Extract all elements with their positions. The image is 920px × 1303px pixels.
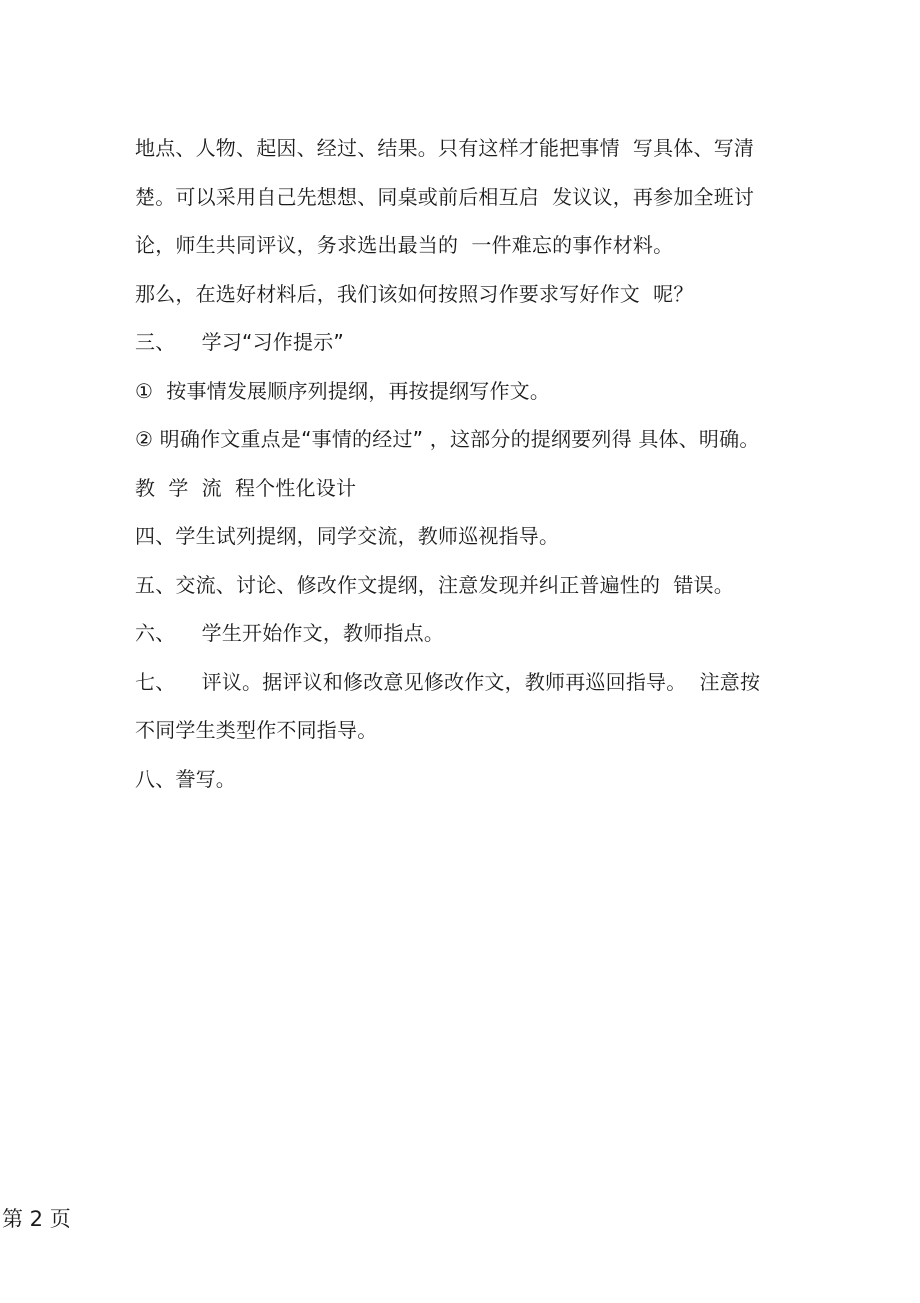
paragraph-line: 不同学生类型作不同指导。 xyxy=(135,718,378,742)
document-body xyxy=(135,124,905,803)
section-line-six: 六、 学生开始作文，教师指点。 xyxy=(135,621,445,645)
paragraph-line: 论，师生共同评议，务求选出最当的 一件难忘的事作材料。 xyxy=(135,233,674,257)
section-heading-three: 三、 学习“习作提示” xyxy=(135,330,344,354)
list-item-one: ① 按事情发展顺序列提纲，再按提纲写作文。 xyxy=(135,378,551,403)
section-line-eight: 八、誊写。 xyxy=(135,766,236,791)
page-number: 第 2 页 xyxy=(2,1207,71,1231)
paragraph-line: 楚。可以采用自己先想想、同桌或前后相互启 发议议，再参加全班讨 xyxy=(135,184,755,209)
section-line-five: 五、交流、讨论、修改作文提纲，注意发现并纠正普遍性的 错误。 xyxy=(135,572,734,597)
list-item-two: ② 明确作文重点是“事情的经过” ，这部分的提纲要列得 具体、明确。 xyxy=(135,427,760,451)
section-line-four: 四、学生试列提纲，同学交流，教师巡视指导。 xyxy=(135,524,560,548)
paragraph-line: 那么，在选好材料后，我们该如何按照习作要求写好作文 呢？ xyxy=(135,281,694,306)
paragraph-line: 地点、人物、起因、经过、结果。只有这样才能把事情 写具体、写清 xyxy=(135,136,755,160)
section-line-seven: 七、 评议。据评议和修改意见修改作文，教师再巡回指导。 注意按 xyxy=(135,669,761,694)
design-heading: 教 学 流 程个性化设计 xyxy=(135,475,357,500)
